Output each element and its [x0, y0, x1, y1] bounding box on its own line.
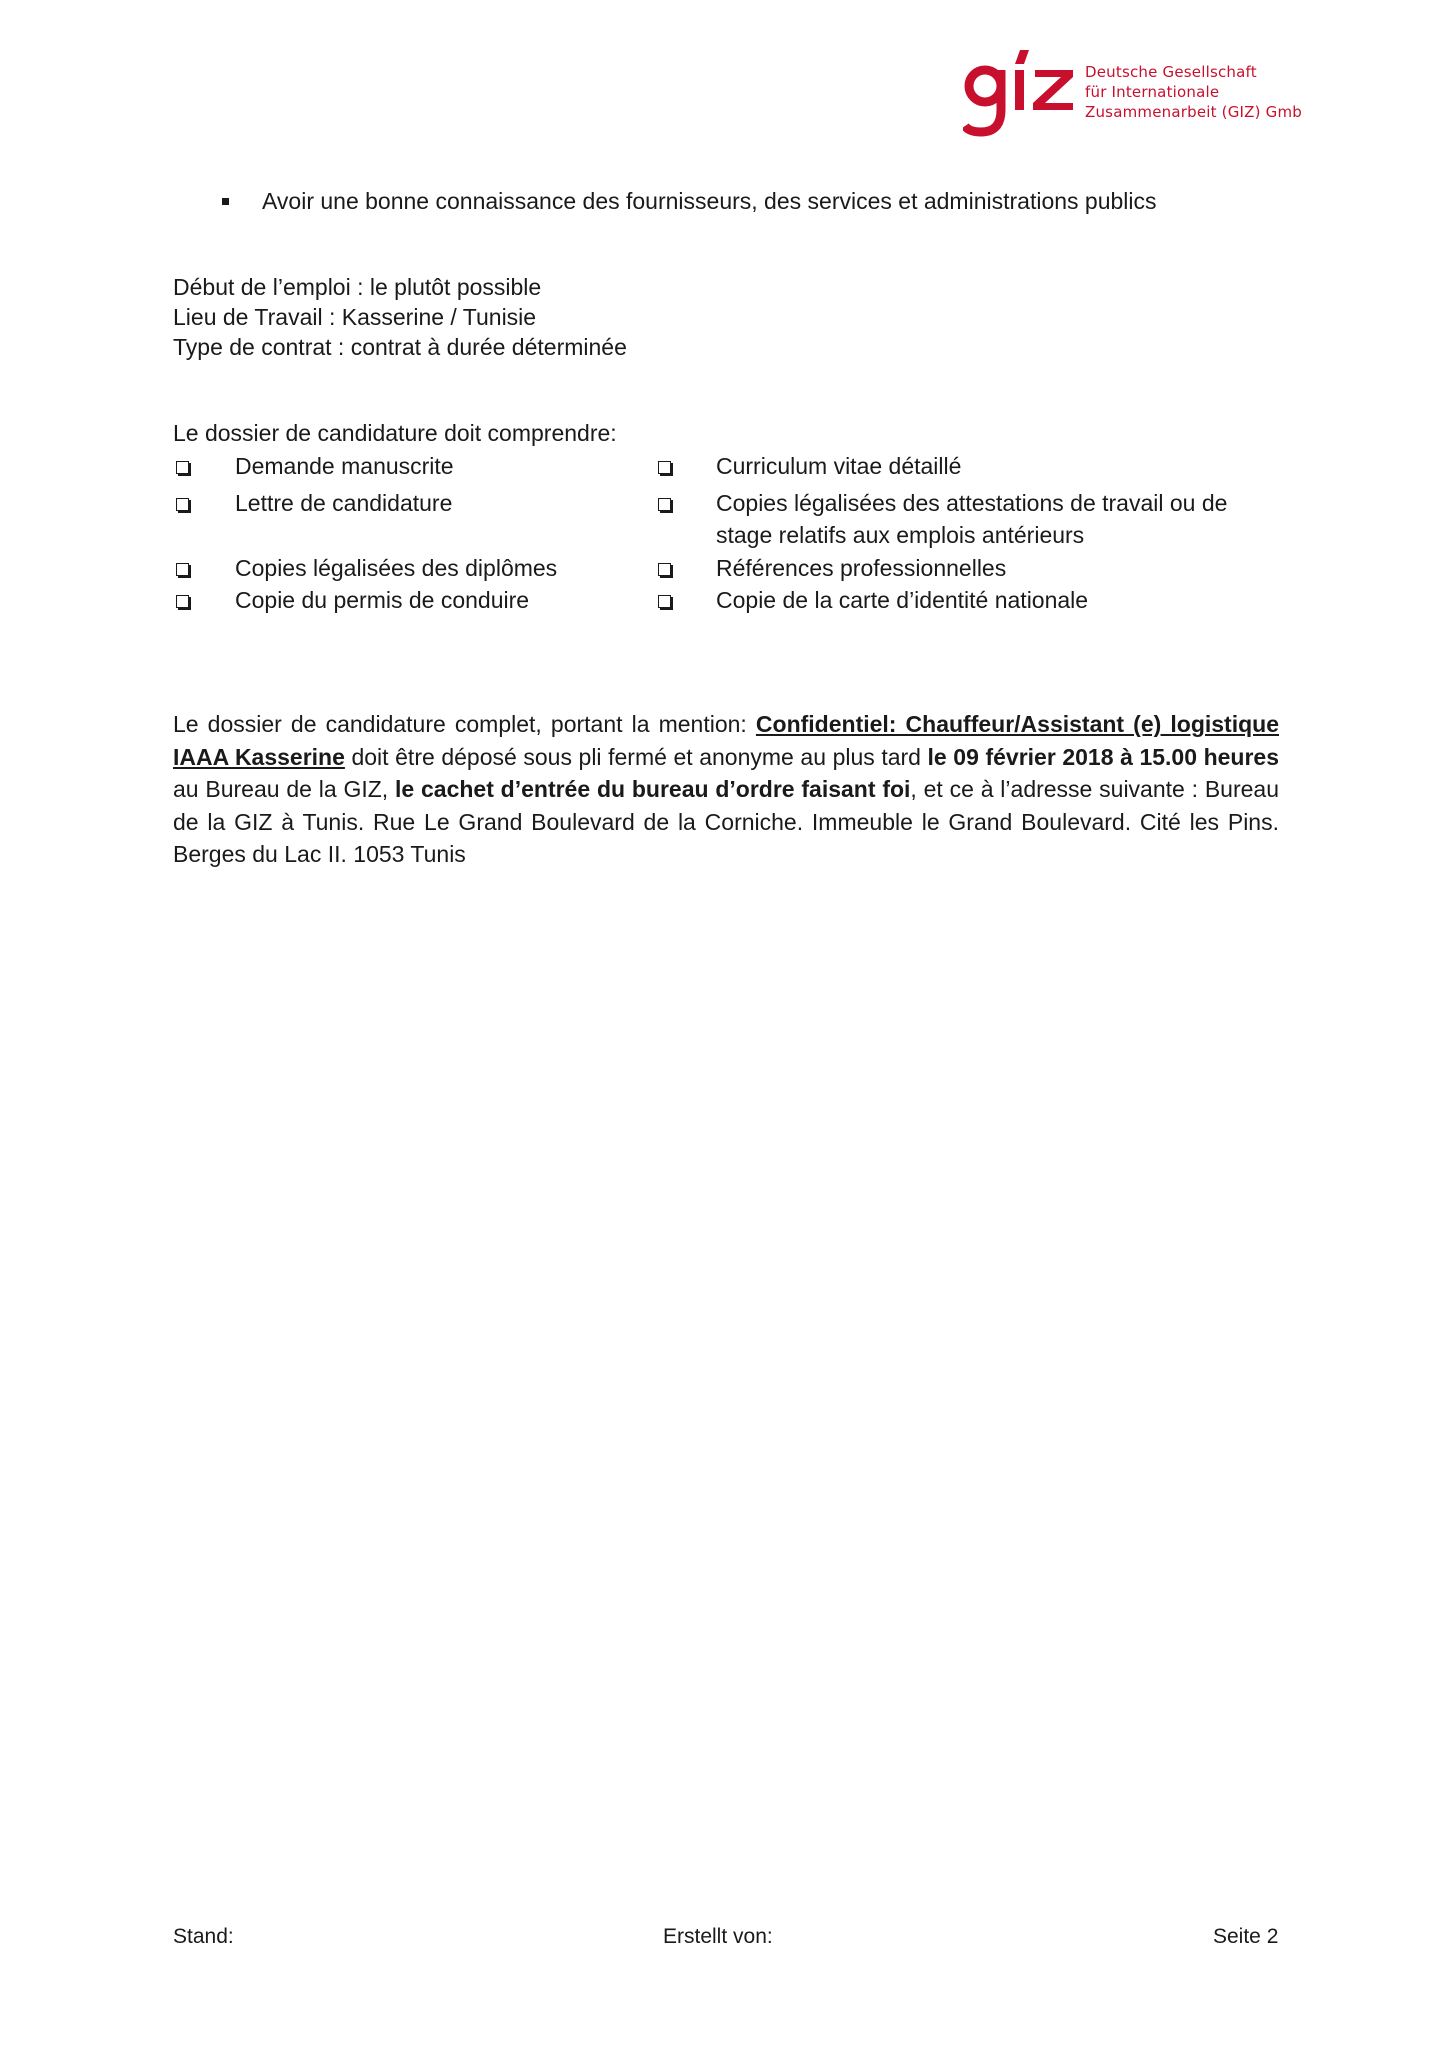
checklist-label: Copies légalisées des diplômes	[235, 555, 558, 581]
logo-line-3: Zusammenarbeit (GIZ) Gmb	[1085, 103, 1303, 121]
checkbox-icon	[658, 461, 671, 474]
submission-text: doit être déposé sous pli fermé et anonyme au plus tard	[344, 743, 928, 770]
submission-text: au Bureau de la GIZ,	[173, 776, 395, 802]
logo-line-2: für Internationale	[1085, 83, 1220, 101]
giz-logo-text	[1085, 62, 1303, 122]
checklist-label-continued: stage relatifs aux emplois antérieurs	[716, 522, 1085, 548]
checkbox-icon	[176, 461, 189, 474]
checklist-label: Lettre de candidature	[235, 490, 453, 516]
checklist-label: Références professionnelles	[716, 555, 1007, 581]
footer-stand: Stand:	[173, 1925, 234, 1948]
checkbox-icon	[176, 595, 189, 608]
submission-deadline: le 09 février 2018 à 15.00 heures	[927, 743, 1280, 770]
job-contract: Type de contrat : contrat à durée déterminée	[173, 334, 627, 360]
submission-address: , et ce à l’adresse suivante : Bureau de la GIZ à Tunis. Rue Le Grand Boulevard de la Corniche. Immeuble le Grand Boulevard. Cité les Pins. Berges du Lac II. 1053 Tunis	[173, 776, 1279, 867]
giz-logo	[963, 48, 1303, 143]
checklist-label: Copies légalisées des attestations de travail ou de	[716, 490, 1228, 516]
checkbox-icon	[176, 563, 189, 576]
checklist-label: Copie du permis de conduire	[235, 587, 530, 613]
checkbox-icon	[658, 563, 671, 576]
checkbox-icon	[658, 498, 671, 511]
checklist-label: Demande manuscrite	[235, 453, 454, 479]
square-bullet-icon	[222, 198, 229, 205]
submission-mention: Confidentiel: Chauffeur/Assistant (e) logistique IAAA Kasserine	[173, 711, 1279, 770]
checklist-label: Copie de la carte d’identité nationale	[716, 587, 1089, 613]
checkbox-icon	[176, 498, 189, 511]
dossier-title: Le dossier de candidature doit comprendre:	[173, 420, 617, 446]
job-info	[173, 272, 627, 362]
footer-page-number: Seite 2	[1213, 1925, 1279, 1948]
checklist-label: Curriculum vitae détaillé	[716, 453, 962, 479]
job-location: Lieu de Travail : Kasserine / Tunisie	[173, 304, 537, 330]
submission-text: Le dossier de candidature complet, portant la mention:	[173, 711, 756, 737]
job-start: Début de l’emploi : le plutôt possible	[173, 274, 542, 300]
submission-paragraph	[173, 708, 1279, 871]
bullet-text: Avoir une bonne connaissance des fournisseurs, des services et administrations publics	[262, 188, 1157, 214]
logo-line-1: Deutsche Gesellschaft	[1085, 63, 1257, 81]
submission-stamp-note: le cachet d’entrée du bureau d’ordre faisant foi	[395, 776, 911, 802]
checkbox-icon	[658, 595, 671, 608]
giz-logo-mark	[963, 48, 1081, 143]
footer-erstellt: Erstellt von:	[663, 1925, 773, 1948]
